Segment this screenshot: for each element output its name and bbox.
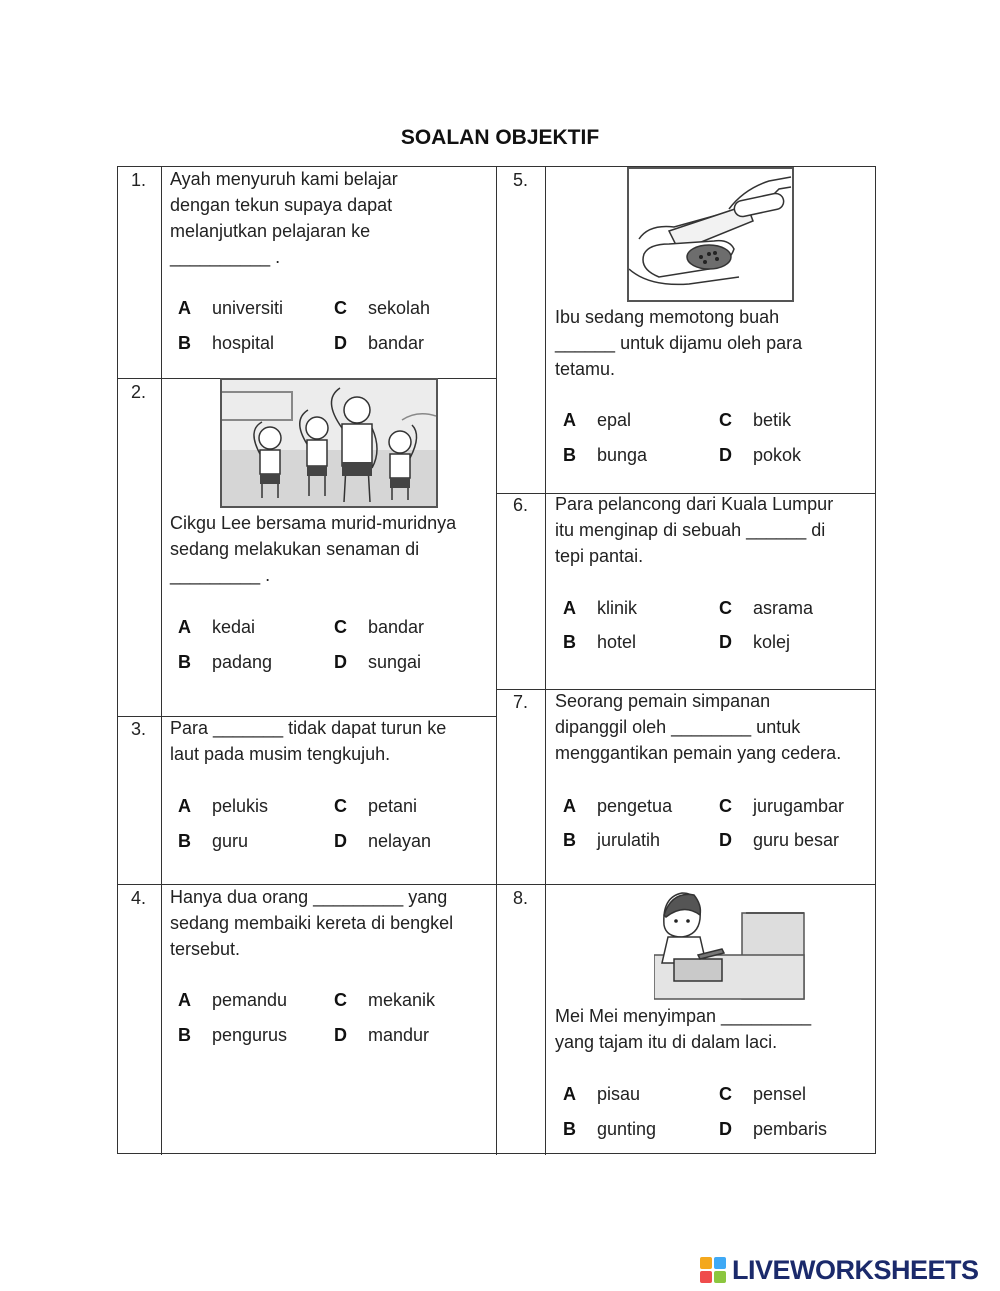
option-a[interactable]: A klinik [563, 598, 638, 618]
option-b[interactable]: B jurulatih [563, 830, 661, 850]
option-a[interactable]: A kedai [178, 617, 256, 637]
question-number: 1. [131, 170, 147, 190]
option-c[interactable]: C petani [334, 796, 418, 816]
option-c[interactable]: C betik [719, 410, 792, 430]
logo-block [714, 1257, 726, 1269]
question-text: Mei Mei menyimpan _________ yang tajam itu di dalam laci. [555, 1006, 812, 1052]
option-b[interactable]: B hotel [563, 632, 637, 652]
question-text: Ibu sedang memotong buah ______ untuk dijamu oleh para tetamu. [555, 307, 803, 379]
option-c[interactable]: C jurugambar [719, 796, 845, 816]
question-text: Cikgu Lee bersama murid-muridnya sedang melakukan senaman di _________ . [170, 513, 457, 585]
question-text: Para _______ tidak dapat turun ke laut pada musim tengkujuh. [170, 718, 447, 764]
option-c[interactable]: C asrama [719, 598, 814, 618]
option-a[interactable]: A pisau [563, 1084, 641, 1104]
liveworksheets-logo[interactable] [700, 1255, 979, 1285]
question-number: 8. [513, 888, 529, 908]
option-a[interactable]: A universiti [178, 298, 284, 318]
option-d[interactable]: D pembaris [719, 1119, 828, 1139]
option-d[interactable]: D bandar [334, 333, 425, 353]
option-c[interactable]: C mekanik [334, 990, 436, 1010]
logo-block [714, 1271, 726, 1283]
option-b[interactable]: B hospital [178, 333, 275, 353]
question-text: Ayah menyuruh kami belajar dengan tekun supaya dapat melanjutkan pelajaran ke __________ . [170, 169, 398, 267]
cutting-fruit-illustration [627, 167, 794, 302]
option-d[interactable]: D pokok [719, 445, 802, 465]
question-text: Seorang pemain simpanan dipanggil oleh ________ untuk menggantikan pemain yang cedera. [555, 691, 842, 763]
option-d[interactable]: D kolej [719, 632, 791, 652]
left-number-divider [161, 167, 162, 1155]
question-number: 2. [131, 382, 147, 402]
question-number: 3. [131, 719, 147, 739]
question-number: 7. [513, 692, 529, 712]
option-d[interactable]: D guru besar [719, 830, 840, 850]
exercise-illustration [220, 378, 438, 508]
option-b[interactable]: B gunting [563, 1119, 657, 1139]
option-b[interactable]: B bunga [563, 445, 648, 465]
option-a[interactable]: A epal [563, 410, 632, 430]
option-d[interactable]: D mandur [334, 1025, 430, 1045]
option-d[interactable]: D nelayan [334, 831, 432, 851]
option-b[interactable]: B padang [178, 652, 273, 672]
option-b[interactable]: B pengurus [178, 1025, 288, 1045]
question-text: Hanya dua orang _________ yang sedang membaiki kereta di bengkel tersebut. [170, 887, 454, 959]
logo-block [700, 1271, 712, 1283]
logo-block [700, 1257, 712, 1269]
option-a[interactable]: A pemandu [178, 990, 288, 1010]
option-d[interactable]: D sungai [334, 652, 422, 672]
middle-divider [496, 167, 497, 1155]
option-c[interactable]: C pensel [719, 1084, 807, 1104]
logo-blocks-icon [700, 1257, 726, 1283]
option-b[interactable]: B guru [178, 831, 249, 851]
girl-knife-drawer-illustration [654, 885, 806, 1001]
question-number: 6. [513, 495, 529, 515]
option-a[interactable]: A pelukis [178, 796, 269, 816]
page-title: SOALAN OBJEKTIF [400, 126, 600, 149]
logo-wordmark: LIVEWORKSHEETS [732, 1254, 979, 1285]
right-number-divider [545, 167, 546, 1155]
question-number: 4. [131, 888, 147, 908]
question-number: 5. [513, 170, 529, 190]
option-c[interactable]: C sekolah [334, 298, 431, 318]
option-c[interactable]: C bandar [334, 617, 425, 637]
option-a[interactable]: A pengetua [563, 796, 673, 816]
question-text: Para pelancong dari Kuala Lumpur itu menginap di sebuah ______ di tepi pantai. [555, 494, 834, 566]
